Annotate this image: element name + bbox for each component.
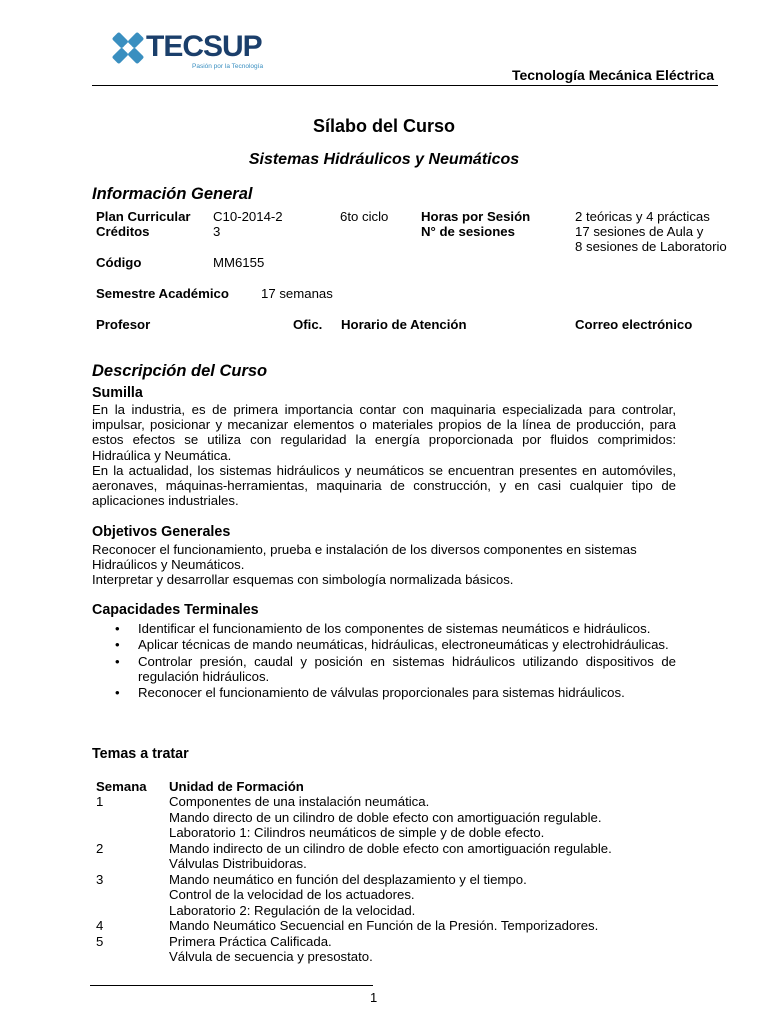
page-title: Sílabo del Curso [312,116,456,136]
footer-divider [90,985,373,986]
semestre-value: 17 semanas [261,286,333,301]
capacidades-list [92,621,676,701]
tecsup-logo-mark-icon [108,28,148,68]
temas-heading: Temas a tratar [92,746,189,762]
codigo-value: MM6155 [213,255,265,270]
ciclo-value: 6to ciclo [340,209,389,224]
semana-column-header: Semana [96,779,147,794]
sumilla-paragraph-1: En la industria, es de primera importancia contar con maquinaria especializada para controlar, impulsar, posicionar y mecanizar elementos o materiales propios de la línea de producción, para estos efectos se utiliza con regularidad la energía proporcionada por fluidos comprimidos: Hidraúlica y Neumática. [92,402,676,463]
table-row-week: 2 [96,840,104,856]
table-row-week: 3 [96,871,104,887]
table-row-unit: Válvulas Distribuidoras. [169,856,307,871]
header-divider [92,85,718,86]
sesiones-label: N° de sesiones [421,224,515,239]
logo-tagline: Pasión por la Tecnología [192,63,264,70]
table-row-unit: Mando Neumático Secuencial en Función de la Presión. Temporizadores. [169,918,599,933]
list-item: • Aplicar técnicas de mando neumáticas, hidráulicas, electroneumáticas y electrohidráulicas. [92,637,676,652]
creditos-value: 3 [213,224,221,239]
table-row-unit: Primera Práctica Calificada. [169,933,332,949]
objetivos-paragraph-2: Interpretar y desarrollar esquemas con simbología normalizada básicos. [92,572,514,587]
semestre-label: Semestre Académico [96,286,229,301]
list-item: • Identificar el funcionamiento de los componentes de sistemas neumáticos e hidráulicos. [92,621,676,636]
unidad-column-header: Unidad de Formación [169,779,304,794]
sumilla-heading: Sumilla [92,385,143,401]
profesor-label: Profesor [96,317,151,332]
objetivos-paragraph-1: Reconocer el funcionamiento, prueba e instalación de los diversos componentes en sistemas Hidraúlicos y Neumáticos. [92,542,637,573]
horas-value: 2 teóricas y 4 prácticas [575,209,710,224]
objetivos-heading: Objetivos Generales [92,524,231,540]
table-row-week: 1 [96,794,104,809]
table-row-unit: Mando directo de un cilindro de doble efecto con amortiguación regulable. [169,809,602,825]
sumilla-paragraph-2: En la actualidad, los sistemas hidráulicos y neumáticos se encuentran presentes en automóviles, aeronaves, máquinas-herramientas, maquinaria de construcción, y en casi cualquier tipo de aplicaciones industriales. [92,463,676,509]
table-row-unit: Laboratorio 1: Cilindros neumáticos de simple y de doble efecto. [169,825,545,840]
table-row-unit: Mando neumático en función del desplazamiento y el tiempo. [169,871,527,887]
horario-label: Horario de Atención [341,317,467,332]
creditos-label: Créditos [96,224,150,239]
table-row-week: 5 [96,933,104,949]
plan-label: Plan Curricular [96,209,191,224]
sesiones-line-1: 17 sesiones de Aula y [575,224,704,239]
descripcion-heading: Descripción del Curso [92,362,268,380]
table-row-unit: Mando indirecto de un cilindro de doble efecto con amortiguación regulable. [169,840,612,856]
list-item: • Reconocer el funcionamiento de válvulas proporcionales para sistemas hidráulicos. [92,685,676,700]
tecsup-logo [108,28,268,74]
oficina-label: Ofic. [293,317,323,332]
plan-value: C10-2014-2 [213,209,283,224]
sesiones-line-2: 8 sesiones de Laboratorio [575,239,727,254]
page-number: 1 [370,990,378,1005]
department-name: Tecnología Mecánica Eléctrica [511,67,714,83]
table-row-unit: Control de la velocidad de los actuadores. [169,887,415,902]
capacidades-heading: Capacidades Terminales [92,602,259,618]
table-row-unit: Válvula de secuencia y presostato. [169,949,373,964]
table-row-week: 4 [96,918,104,933]
correo-label: Correo electrónico [575,317,693,332]
codigo-label: Código [96,255,142,270]
logo-wordmark: TECSUP [146,30,262,63]
course-title: Sistemas Hidráulicos y Neumáticos [248,151,520,168]
info-heading: Información General [92,185,253,203]
horas-label: Horas por Sesión [421,209,531,224]
table-row-unit: Componentes de una instalación neumática. [169,794,430,809]
list-item: • Controlar presión, caudal y posición en sistemas hidráulicos utilizando dispositivos de regulación hidráulicos. [92,654,676,685]
table-row-unit: Laboratorio 2: Regulación de la velocidad. [169,902,416,918]
